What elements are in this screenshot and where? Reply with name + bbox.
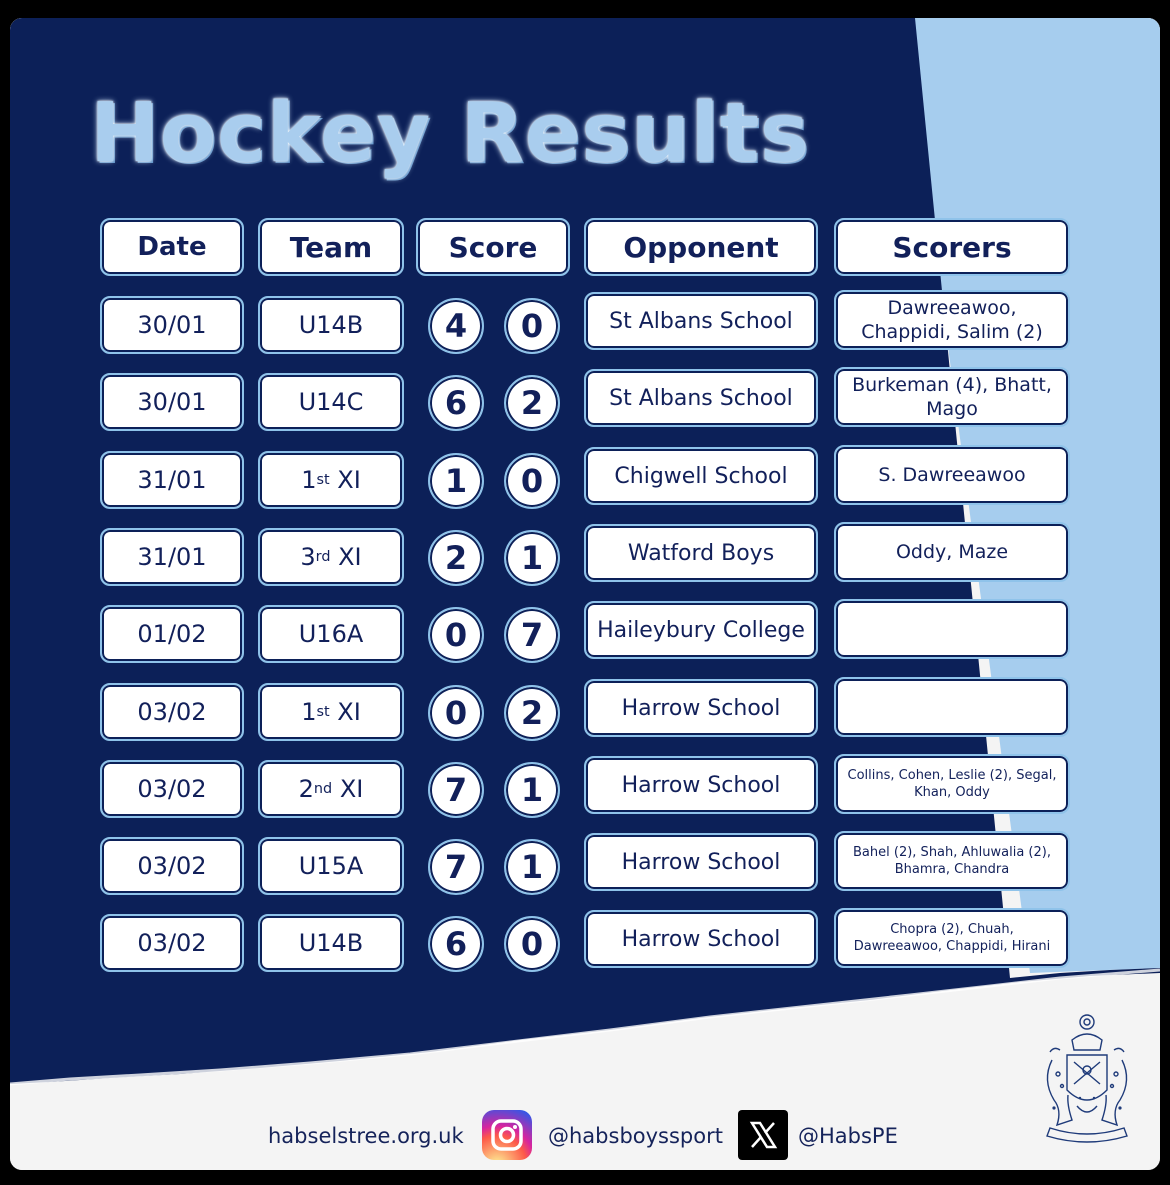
score-home: 7 [428,839,484,895]
score-home: 7 [428,762,484,818]
team-name: 3 [300,543,316,571]
score-away: 0 [504,298,560,354]
cell-date: 03/02 [100,683,244,741]
score-away: 2 [504,375,560,431]
background [10,18,1160,1170]
score-away: 1 [504,530,560,586]
cell-team: 1 st XI [258,451,404,509]
header-score: Score [416,218,570,276]
score-home: 1 [428,453,484,509]
score-away: 7 [504,607,560,663]
team-name: U14B [298,929,364,957]
cell-team [258,837,404,895]
header-scorers: Scorers [834,218,1070,276]
cell-date: 31/01 [100,451,244,509]
page-title: Hockey Results [90,86,810,181]
cell-opponent: Chigwell School [584,447,818,505]
header-opponent: Opponent [584,218,818,276]
score-away: 1 [504,762,560,818]
footer [10,1098,1160,1170]
cell-team: 2 nd XI [258,760,404,818]
score-home: 6 [428,916,484,972]
score-away: 1 [504,839,560,895]
poster [10,18,1160,1170]
team-name: U16A [298,620,364,648]
cell-team: 3 rd XI [258,528,404,586]
score-home: 0 [428,607,484,663]
cell-date: 31/01 [100,528,244,586]
cell-date: 03/02 [100,837,244,895]
cell-date: 03/02 [100,760,244,818]
score-away: 0 [504,453,560,509]
score-home: 4 [428,298,484,354]
team-name: 1 [301,698,317,726]
team-name: 2 [298,775,314,803]
score-away: 2 [504,685,560,741]
cell-team [258,914,404,972]
website-link[interactable]: habselstree.org.uk [268,1124,464,1148]
cell-opponent: Haileybury College [584,601,818,659]
team-name: U14B [298,311,364,339]
score-home: 0 [428,685,484,741]
score-home: 2 [428,530,484,586]
instagram-handle[interactable]: @habsboyssport [548,1124,723,1148]
cell-opponent: St Albans School [584,369,818,427]
instagram-icon[interactable] [482,1110,532,1160]
cell-scorers [834,677,1070,737]
score-away: 0 [504,916,560,972]
team-name-suffix: XI [329,698,361,726]
cell-opponent: Harrow School [584,833,818,891]
cell-opponent: Watford Boys [584,524,818,582]
team-name-suffix: XI [329,466,361,494]
cell-team: 1 st XI [258,683,404,741]
cell-scorers: Bahel (2), Shah, Ahluwalia (2), Bhamra, Chandra [834,831,1070,891]
cell-scorers: Dawreeawoo, Chappidi, Salim (2) [834,290,1070,350]
cell-opponent: Harrow School [584,679,818,737]
header-date: Date [100,218,244,276]
header-team: Team [258,218,404,276]
team-name: 1 [301,466,317,494]
cell-scorers [834,599,1070,659]
team-name: U15A [298,852,364,880]
cell-scorers: Oddy, Maze [834,522,1070,582]
cell-opponent: St Albans School [584,292,818,350]
cell-date: 01/02 [100,605,244,663]
cell-opponent: Harrow School [584,756,818,814]
cell-date: 30/01 [100,373,244,431]
team-name: U14C [298,388,364,416]
cell-team [258,296,404,354]
cell-scorers: Chopra (2), Chuah, Dawreeawoo, Chappidi, Hirani [834,908,1070,968]
cell-scorers: Burkeman (4), Bhatt, Mago [834,367,1070,427]
score-home: 6 [428,375,484,431]
cell-team [258,373,404,431]
cell-opponent: Harrow School [584,910,818,968]
cell-scorers: S. Dawreeawoo [834,445,1070,505]
cell-scorers: Collins, Cohen, Leslie (2), Segal, Khan, Oddy [834,754,1070,814]
cell-date: 30/01 [100,296,244,354]
x-logo-icon[interactable] [738,1110,788,1160]
team-name-suffix: XI [332,775,364,803]
x-handle[interactable]: @HabsPE [798,1124,898,1148]
team-name-suffix: XI [330,543,362,571]
cell-date: 03/02 [100,914,244,972]
cell-team [258,605,404,663]
school-crest-icon [1032,1010,1142,1154]
